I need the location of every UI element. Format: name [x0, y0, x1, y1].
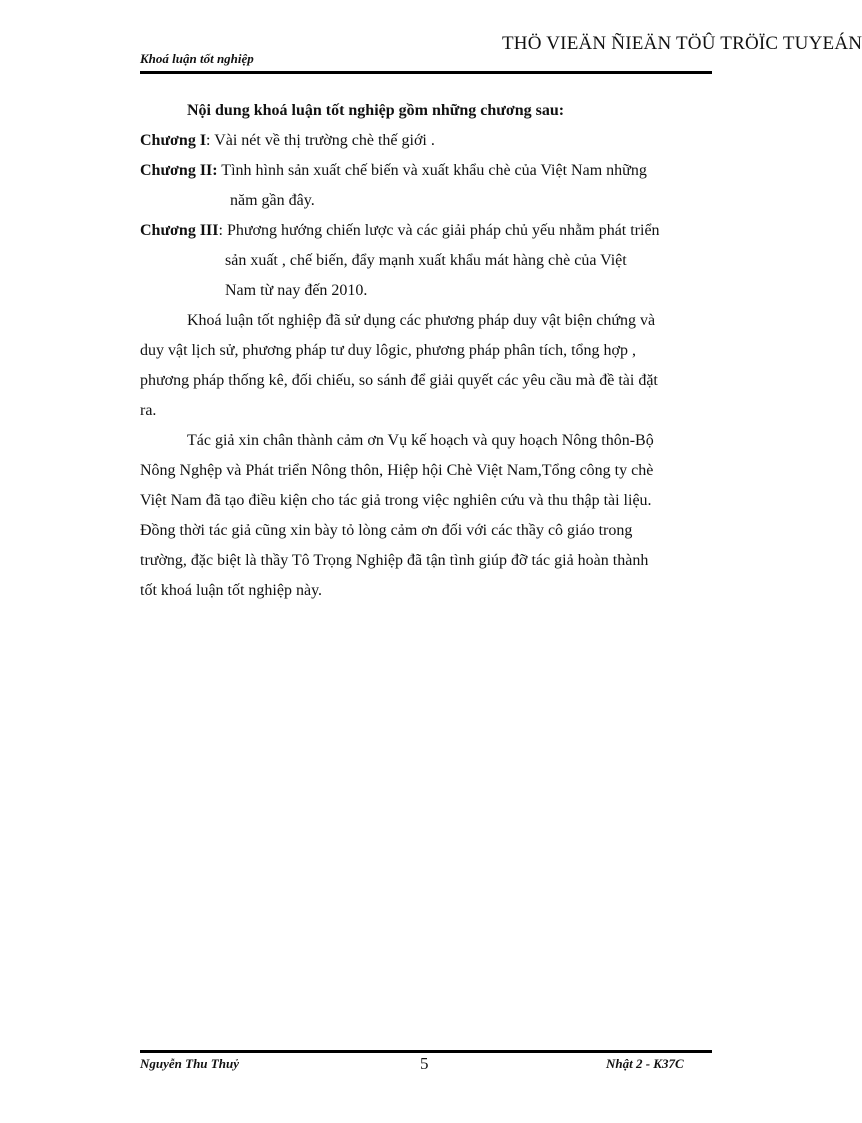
contents-heading: Nội dung khoá luận tốt nghiệp gồm những chương sau:: [187, 102, 565, 119]
paragraph-thanks-line: Tác giả xin chân thành cảm ơn Vụ kế hoạch và quy hoạch Nông thôn-Bộ: [187, 432, 654, 449]
header-library-name: THÖ VIEÄN ÑIEÄN TÖÛ TRÖÏC TUYEÁN: [502, 33, 862, 54]
footer-class: Nhật 2 - K37C: [606, 1056, 684, 1071]
chapter-2-line: [140, 156, 712, 186]
paragraph-methods-line: duy vật lịch sử, phương pháp tư duy lôgic, phương pháp phân tích, tổng hợp ,: [140, 342, 637, 359]
chapter-2-text: Tình hình sản xuất chế biến và xuất khẩu chè của Việt Nam những: [217, 162, 647, 179]
chapter-1-label: Chương I: [140, 132, 207, 149]
footer-author: Nguyễn Thu Thuỷ: [140, 1056, 239, 1071]
paragraph-methods-line: Khoá luận tốt nghiệp đã sử dụng các phương pháp duy vật biện chứng và: [187, 312, 656, 329]
chapter-3-label: Chương III: [140, 222, 219, 239]
page-body: [140, 96, 712, 606]
chapter-1-text: : Vài nét về thị trường chè thế giới .: [206, 132, 435, 149]
chapter-3-line: [140, 216, 712, 246]
paragraph-thanks-line: Nông Nghệp và Phát triển Nông thôn, Hiệp hội Chè Việt Nam,Tổng công ty chè: [140, 462, 654, 479]
chapter-3-continuation: sản xuất , chế biến, đẩy mạnh xuất khẩu mát hàng chè của Việt: [225, 252, 627, 269]
chapter-2-continuation: năm gần đây.: [230, 192, 315, 209]
chapter-3-text: : Phương hướng chiến lược và các giải pháp chủ yếu nhằm phát triển: [218, 222, 660, 239]
footer-divider: [140, 1050, 712, 1053]
header-divider: [140, 71, 712, 74]
paragraph-thanks-line: trường, đặc biệt là thầy Tô Trọng Nghiệp đã tận tình giúp đỡ tác giả hoàn thành: [140, 552, 649, 569]
header-doc-title: Khoá luận tốt nghiệp: [140, 51, 254, 66]
paragraph-methods-line: phương pháp thống kê, đối chiếu, so sánh để giải quyết các yêu cầu mà đề tài đặt: [140, 372, 658, 389]
paragraph-methods-line: ra.: [140, 402, 157, 419]
paragraph-thanks-line: Việt Nam đã tạo điều kiện cho tác giả trong việc nghiên cứu và thu thập tài liệu.: [140, 492, 652, 509]
page-number: 5: [420, 1054, 429, 1073]
chapter-1-line: [140, 126, 712, 156]
chapter-3-continuation: Nam từ nay đến 2010.: [225, 282, 368, 299]
paragraph-thanks-line: tốt khoá luận tốt nghiệp này.: [140, 582, 323, 599]
chapter-2-label: Chương II:: [140, 162, 218, 179]
paragraph-thanks-line: Đồng thời tác giả cũng xin bày tỏ lòng cảm ơn đối với các thầy cô giáo trong: [140, 522, 633, 539]
